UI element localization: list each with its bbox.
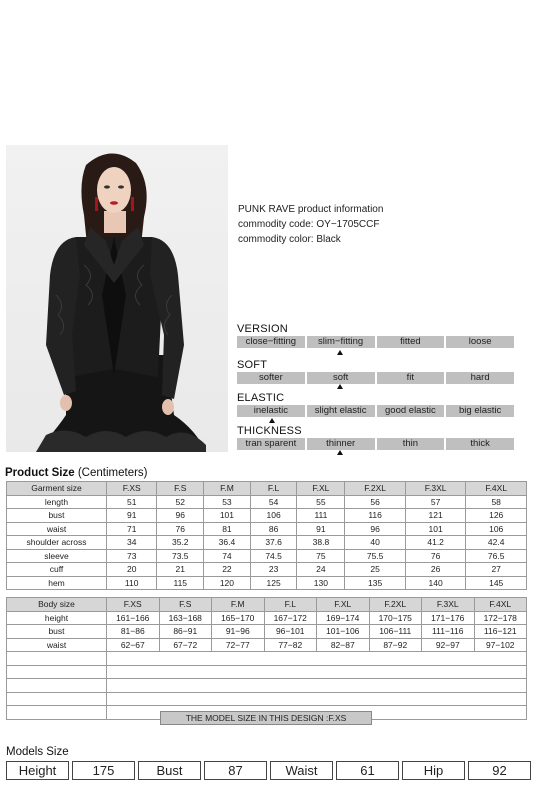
table-cell: 170−175 bbox=[369, 611, 422, 625]
table-cell: 73 bbox=[107, 549, 157, 563]
thickness-bar bbox=[237, 438, 514, 450]
table-cell: 40 bbox=[345, 536, 406, 550]
table-row bbox=[7, 625, 527, 639]
table-row bbox=[7, 509, 527, 523]
table-cell: 52 bbox=[157, 495, 204, 509]
table-cell: 116 bbox=[345, 509, 406, 523]
table-row bbox=[7, 563, 527, 577]
garment-size-table bbox=[6, 481, 527, 590]
table-row bbox=[7, 549, 527, 563]
table-row bbox=[7, 536, 527, 550]
table-cell: 24 bbox=[297, 563, 345, 577]
empty-row bbox=[7, 665, 527, 679]
table-row bbox=[7, 495, 527, 509]
table-cell: 97−102 bbox=[474, 638, 527, 652]
version-option: slim−fitting bbox=[307, 336, 377, 348]
table-cell: 35.2 bbox=[157, 536, 204, 550]
table-cell: 56 bbox=[345, 495, 406, 509]
product-size-title: Product Size bbox=[5, 467, 75, 479]
table-cell: 96 bbox=[157, 509, 204, 523]
table-cell: 120 bbox=[204, 576, 251, 590]
row-label bbox=[7, 665, 107, 679]
empty-row bbox=[7, 692, 527, 706]
table-cell: 22 bbox=[204, 563, 251, 577]
row-label bbox=[7, 692, 107, 706]
table-cell: 163−168 bbox=[159, 611, 212, 625]
elastic-bar bbox=[237, 405, 514, 417]
table-cell: 96−101 bbox=[264, 625, 317, 639]
version-title: VERSION bbox=[237, 323, 288, 335]
version-marker-icon bbox=[337, 350, 343, 355]
table-cell bbox=[107, 692, 527, 706]
elastic-option: good elastic bbox=[377, 405, 447, 417]
table-cell bbox=[107, 679, 527, 693]
table-cell: 76 bbox=[405, 549, 466, 563]
table-cell: 62−67 bbox=[107, 638, 160, 652]
column-header: F.L bbox=[264, 598, 317, 612]
column-header: F.4XL bbox=[466, 482, 527, 496]
table-cell: 72−77 bbox=[212, 638, 265, 652]
table-cell: 116−121 bbox=[474, 625, 527, 639]
model-waist-value: 61 bbox=[336, 761, 399, 780]
table-cell: 86 bbox=[250, 522, 297, 536]
column-header: F.XL bbox=[317, 598, 370, 612]
soft-option: softer bbox=[237, 372, 307, 384]
table-row bbox=[7, 611, 527, 625]
table-cell: 135 bbox=[345, 576, 406, 590]
column-header: F.L bbox=[250, 482, 297, 496]
version-option: fitted bbox=[377, 336, 447, 348]
row-label: waist bbox=[7, 522, 107, 536]
table-cell: 101 bbox=[204, 509, 251, 523]
column-header: F.3XL bbox=[422, 598, 475, 612]
table-cell: 76 bbox=[157, 522, 204, 536]
table-cell: 57 bbox=[405, 495, 466, 509]
row-label: height bbox=[7, 611, 107, 625]
model-hip-value: 92 bbox=[468, 761, 531, 780]
table-cell: 115 bbox=[157, 576, 204, 590]
row-label: cuff bbox=[7, 563, 107, 577]
row-label: shoulder across bbox=[7, 536, 107, 550]
table-cell: 130 bbox=[297, 576, 345, 590]
table-cell: 37.6 bbox=[250, 536, 297, 550]
body-size-table bbox=[6, 597, 527, 720]
elastic-marker-icon bbox=[269, 418, 275, 423]
table-cell: 172−178 bbox=[474, 611, 527, 625]
product-size-unit: (Centimeters) bbox=[74, 467, 148, 479]
table-cell: 81 bbox=[204, 522, 251, 536]
elastic-option: inelastic bbox=[237, 405, 307, 417]
row-label: sleeve bbox=[7, 549, 107, 563]
model-bust-label: Bust bbox=[138, 761, 201, 780]
soft-title: SOFT bbox=[237, 359, 268, 371]
table-cell: 169−174 bbox=[317, 611, 370, 625]
table-cell: 36.4 bbox=[204, 536, 251, 550]
table-cell: 74 bbox=[204, 549, 251, 563]
soft-option: soft bbox=[307, 372, 377, 384]
column-header: F.M bbox=[204, 482, 251, 496]
table-row bbox=[7, 522, 527, 536]
version-option: close−fitting bbox=[237, 336, 307, 348]
empty-row bbox=[7, 679, 527, 693]
thickness-option: thinner bbox=[307, 438, 377, 450]
version-bar bbox=[237, 336, 514, 348]
table-cell: 76.5 bbox=[466, 549, 527, 563]
table-cell: 21 bbox=[157, 563, 204, 577]
table-cell: 75 bbox=[297, 549, 345, 563]
models-size-row bbox=[6, 761, 531, 780]
product-info bbox=[238, 202, 383, 247]
empty-row bbox=[7, 652, 527, 666]
elastic-option: slight elastic bbox=[307, 405, 377, 417]
row-label bbox=[7, 652, 107, 666]
table-cell: 86−91 bbox=[159, 625, 212, 639]
table-cell: 125 bbox=[250, 576, 297, 590]
table-cell: 106 bbox=[250, 509, 297, 523]
table-cell: 92−97 bbox=[422, 638, 475, 652]
table-cell: 74.5 bbox=[250, 549, 297, 563]
body-table-body bbox=[7, 611, 527, 719]
table-cell: 110 bbox=[107, 576, 157, 590]
table-cell: 38.8 bbox=[297, 536, 345, 550]
table-cell: 58 bbox=[466, 495, 527, 509]
table-cell: 34 bbox=[107, 536, 157, 550]
table-cell: 165−170 bbox=[212, 611, 265, 625]
model-height-value: 175 bbox=[72, 761, 135, 780]
table-header-row bbox=[7, 482, 527, 496]
model-hip-label: Hip bbox=[402, 761, 465, 780]
row-label: bust bbox=[7, 509, 107, 523]
thickness-option: thick bbox=[446, 438, 514, 450]
model-size-note: THE MODEL SIZE IN THIS DESIGN :F.XS bbox=[160, 711, 372, 725]
table-cell: 91 bbox=[297, 522, 345, 536]
table-cell: 111−116 bbox=[422, 625, 475, 639]
table-cell: 91 bbox=[107, 509, 157, 523]
table-cell bbox=[107, 665, 527, 679]
soft-option: hard bbox=[446, 372, 514, 384]
table-cell: 51 bbox=[107, 495, 157, 509]
row-label: bust bbox=[7, 625, 107, 639]
soft-option: fit bbox=[377, 372, 447, 384]
table-cell: 41.2 bbox=[405, 536, 466, 550]
table-cell: 42.4 bbox=[466, 536, 527, 550]
table-cell: 121 bbox=[405, 509, 466, 523]
table-cell: 20 bbox=[107, 563, 157, 577]
thickness-title: THICKNESS bbox=[237, 425, 302, 437]
model-height-label: Height bbox=[6, 761, 69, 780]
soft-bar bbox=[237, 372, 514, 384]
brand-line: PUNK RAVE product information bbox=[238, 204, 384, 215]
model-illustration bbox=[6, 145, 228, 452]
table-cell: 171−176 bbox=[422, 611, 475, 625]
commodity-code: commodity code: OY−1705CCF bbox=[238, 219, 380, 230]
model-bust-value: 87 bbox=[204, 761, 267, 780]
table-cell: 87−92 bbox=[369, 638, 422, 652]
table-cell: 67−72 bbox=[159, 638, 212, 652]
table-cell: 106 bbox=[466, 522, 527, 536]
column-header: F.S bbox=[157, 482, 204, 496]
column-header: F.XS bbox=[107, 482, 157, 496]
table-cell: 71 bbox=[107, 522, 157, 536]
soft-scale bbox=[237, 359, 514, 384]
thickness-marker-icon bbox=[337, 450, 343, 455]
row-label bbox=[7, 706, 107, 720]
table-cell: 27 bbox=[466, 563, 527, 577]
model-waist-label: Waist bbox=[270, 761, 333, 780]
thickness-scale bbox=[237, 425, 514, 450]
column-header: Garment size bbox=[7, 482, 107, 496]
row-label: length bbox=[7, 495, 107, 509]
column-header: Body size bbox=[7, 598, 107, 612]
product-size-heading bbox=[5, 467, 148, 479]
table-cell: 55 bbox=[297, 495, 345, 509]
thickness-option: thin bbox=[377, 438, 447, 450]
models-size-title: Models Size bbox=[6, 746, 69, 758]
table-cell: 25 bbox=[345, 563, 406, 577]
elastic-option: big elastic bbox=[446, 405, 514, 417]
column-header: F.S bbox=[159, 598, 212, 612]
table-cell: 167−172 bbox=[264, 611, 317, 625]
table-cell: 145 bbox=[466, 576, 527, 590]
table-cell: 101 bbox=[405, 522, 466, 536]
elastic-title: ELASTIC bbox=[237, 392, 285, 404]
version-option: loose bbox=[446, 336, 514, 348]
table-cell: 81−86 bbox=[107, 625, 160, 639]
table-cell: 140 bbox=[405, 576, 466, 590]
table-row bbox=[7, 576, 527, 590]
table-cell: 106−111 bbox=[369, 625, 422, 639]
table-cell: 23 bbox=[250, 563, 297, 577]
table-cell: 53 bbox=[204, 495, 251, 509]
column-header: F.4XL bbox=[474, 598, 527, 612]
table-header-row bbox=[7, 598, 527, 612]
table-cell: 54 bbox=[250, 495, 297, 509]
table-cell: 82−87 bbox=[317, 638, 370, 652]
commodity-color: commodity color: Black bbox=[238, 234, 341, 245]
thickness-option: tran sparent bbox=[237, 438, 307, 450]
column-header: F.2XL bbox=[369, 598, 422, 612]
row-label: hem bbox=[7, 576, 107, 590]
table-cell: 26 bbox=[405, 563, 466, 577]
column-header: F.XS bbox=[107, 598, 160, 612]
column-header: F.XL bbox=[297, 482, 345, 496]
product-photo bbox=[6, 145, 228, 452]
column-header: F.2XL bbox=[345, 482, 406, 496]
soft-marker-icon bbox=[337, 384, 343, 389]
row-label bbox=[7, 679, 107, 693]
table-cell bbox=[107, 652, 527, 666]
table-cell: 96 bbox=[345, 522, 406, 536]
garment-table-body bbox=[7, 495, 527, 590]
table-cell: 126 bbox=[466, 509, 527, 523]
row-label: waist bbox=[7, 638, 107, 652]
column-header: F.M bbox=[212, 598, 265, 612]
elastic-scale bbox=[237, 392, 514, 417]
table-cell: 161−166 bbox=[107, 611, 160, 625]
table-cell: 101−106 bbox=[317, 625, 370, 639]
table-cell: 77−82 bbox=[264, 638, 317, 652]
table-row bbox=[7, 638, 527, 652]
table-cell: 91−96 bbox=[212, 625, 265, 639]
table-cell: 111 bbox=[297, 509, 345, 523]
table-cell: 73.5 bbox=[157, 549, 204, 563]
version-scale bbox=[237, 323, 514, 348]
table-cell: 75.5 bbox=[345, 549, 406, 563]
column-header: F.3XL bbox=[405, 482, 466, 496]
